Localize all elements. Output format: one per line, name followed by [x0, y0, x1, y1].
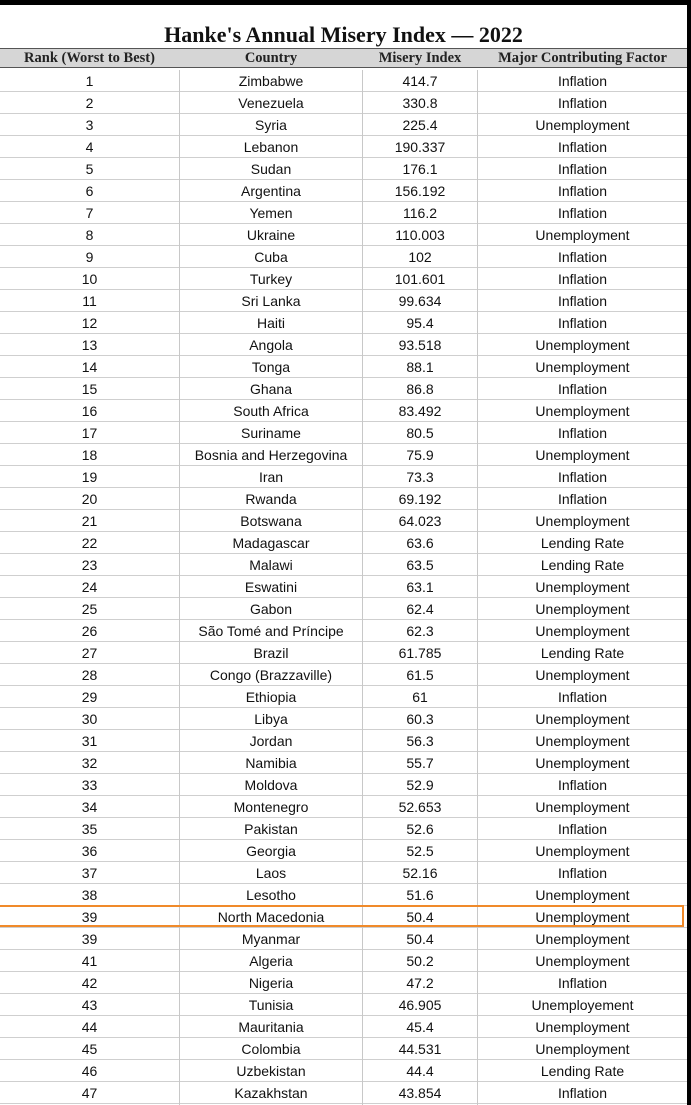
table-row[interactable]: [0, 268, 687, 290]
misery-index-cell[interactable]: 95.4: [406, 315, 434, 331]
table-row[interactable]: [0, 488, 687, 510]
misery-index-cell[interactable]: 61: [412, 689, 428, 705]
factor-cell[interactable]: Lending Rate: [540, 645, 625, 661]
table-row[interactable]: [0, 642, 687, 664]
misery-index-cell[interactable]: 116.2: [403, 205, 437, 221]
table-row[interactable]: [0, 972, 687, 994]
misery-index-cell[interactable]: 55.7: [406, 755, 434, 771]
row-gridline: [0, 553, 687, 554]
misery-index-cell[interactable]: 156.192: [394, 183, 446, 199]
row-gridline: [0, 443, 687, 444]
row-gridline: [0, 949, 687, 950]
factor-cell[interactable]: Inflation: [557, 315, 608, 331]
row-gridline: [0, 223, 687, 224]
misery-index-cell[interactable]: 69.192: [398, 491, 442, 507]
factor-cell[interactable]: Inflation: [557, 1085, 608, 1101]
column-gridline: [179, 70, 180, 1105]
factor-cell[interactable]: Unemployment: [535, 447, 630, 463]
misery-index-cell[interactable]: 45.4: [406, 1019, 434, 1035]
rank-cell[interactable]: 39: [81, 909, 98, 925]
country-cell[interactable]: Uzbekistan: [236, 1063, 306, 1079]
table-row[interactable]: [0, 664, 687, 686]
rank-cell[interactable]: 15: [81, 381, 98, 397]
factor-cell[interactable]: Inflation: [557, 975, 608, 991]
country-cell[interactable]: Cuba: [254, 249, 288, 265]
table-row[interactable]: [0, 950, 687, 972]
row-gridline: [0, 1059, 687, 1060]
factor-cell[interactable]: Unemployment: [535, 227, 630, 243]
misery-index-cell[interactable]: 93.518: [398, 337, 442, 353]
misery-index-cell[interactable]: 44.531: [398, 1041, 442, 1057]
row-gridline: [0, 333, 687, 334]
misery-index-cell[interactable]: 50.2: [406, 953, 434, 969]
row-gridline: [0, 905, 687, 906]
misery-index-cell[interactable]: 47.2: [406, 975, 434, 991]
header-major-factor[interactable]: Major Contributing Factor: [498, 50, 667, 66]
misery-index-cell[interactable]: 51.6: [406, 887, 434, 903]
country-cell[interactable]: Tonga: [251, 359, 291, 375]
country-cell[interactable]: Suriname: [241, 425, 301, 441]
country-cell[interactable]: Haiti: [256, 315, 285, 331]
rank-cell[interactable]: 18: [81, 447, 98, 463]
row-gridline: [0, 993, 687, 994]
rank-cell[interactable]: 22: [81, 535, 98, 551]
country-cell[interactable]: Yemen: [249, 205, 293, 221]
factor-cell[interactable]: Unemployment: [535, 117, 630, 133]
rank-cell[interactable]: 13: [81, 337, 98, 353]
country-cell[interactable]: Ethiopia: [245, 689, 297, 705]
rank-cell[interactable]: 19: [81, 469, 98, 485]
factor-cell[interactable]: Inflation: [557, 865, 608, 881]
rank-cell[interactable]: 16: [81, 403, 98, 419]
country-cell[interactable]: Pakistan: [244, 821, 298, 837]
row-gridline: [0, 795, 687, 796]
misery-index-cell[interactable]: 63.5: [406, 557, 434, 573]
country-cell[interactable]: Moldova: [244, 777, 298, 793]
row-gridline: [0, 157, 687, 158]
factor-cell[interactable]: Unemployment: [535, 953, 630, 969]
factor-cell[interactable]: Inflation: [557, 689, 608, 705]
row-gridline: [0, 641, 687, 642]
rank-cell[interactable]: 39: [81, 931, 98, 947]
rank-cell[interactable]: 20: [81, 491, 98, 507]
country-cell[interactable]: Nigeria: [248, 975, 294, 991]
table-row[interactable]: [0, 378, 687, 400]
rank-cell[interactable]: 41: [81, 953, 98, 969]
table-row[interactable]: [0, 840, 687, 862]
rank-cell[interactable]: 23: [81, 557, 98, 573]
misery-index-cell[interactable]: 60.3: [406, 711, 434, 727]
column-gridline: [362, 70, 363, 1105]
misery-index-cell[interactable]: 63.1: [406, 579, 434, 595]
country-cell[interactable]: Brazil: [253, 645, 289, 661]
factor-cell[interactable]: Unemployement: [531, 997, 634, 1013]
misery-index-cell[interactable]: 56.3: [406, 733, 434, 749]
rank-cell[interactable]: 28: [81, 667, 98, 683]
factor-cell[interactable]: Unemployment: [535, 755, 630, 771]
rank-cell[interactable]: 29: [81, 689, 98, 705]
country-cell[interactable]: Libya: [254, 711, 288, 727]
misery-index-cell[interactable]: 225.4: [402, 117, 438, 133]
row-gridline: [0, 531, 687, 532]
factor-cell[interactable]: Inflation: [557, 821, 608, 837]
row-gridline: [0, 355, 687, 356]
rank-cell[interactable]: 31: [81, 733, 98, 749]
rank-cell[interactable]: 6: [85, 183, 94, 199]
country-cell[interactable]: Ukraine: [246, 227, 296, 243]
factor-cell[interactable]: Unemployment: [535, 843, 630, 859]
table-row[interactable]: [0, 312, 687, 334]
row-gridline: [0, 245, 687, 246]
row-gridline: [0, 1015, 687, 1016]
misery-index-cell[interactable]: 50.4: [406, 909, 434, 925]
misery-index-cell[interactable]: 62.4: [406, 601, 434, 617]
misery-index-cell[interactable]: 50.4: [406, 931, 434, 947]
row-gridline: [0, 135, 687, 136]
factor-cell[interactable]: Inflation: [557, 139, 608, 155]
rank-cell[interactable]: 24: [81, 579, 98, 595]
factor-cell[interactable]: Inflation: [557, 293, 608, 309]
table-row[interactable]: [0, 180, 687, 202]
factor-cell[interactable]: Lending Rate: [540, 557, 625, 573]
column-gridline: [477, 70, 478, 1105]
rank-cell[interactable]: 34: [81, 799, 98, 815]
factor-cell[interactable]: Unemployment: [535, 667, 630, 683]
table-row[interactable]: [0, 114, 687, 136]
factor-cell[interactable]: Inflation: [557, 249, 608, 265]
row-gridline: [0, 201, 687, 202]
misery-index-cell[interactable]: 44.4: [406, 1063, 434, 1079]
misery-index-cell[interactable]: 52.653: [398, 799, 442, 815]
table-row[interactable]: [0, 708, 687, 730]
rank-cell[interactable]: 3: [85, 117, 94, 133]
rank-cell[interactable]: 45: [81, 1041, 98, 1057]
country-cell[interactable]: North Macedonia: [217, 909, 325, 925]
rank-cell[interactable]: 43: [81, 997, 98, 1013]
country-cell[interactable]: Montenegro: [233, 799, 309, 815]
rank-cell[interactable]: 42: [81, 975, 98, 991]
country-cell[interactable]: Malawi: [249, 557, 293, 573]
misery-index-cell[interactable]: 80.5: [406, 425, 434, 441]
factor-cell[interactable]: Inflation: [557, 271, 608, 287]
country-cell[interactable]: Eswatini: [244, 579, 298, 595]
table-row[interactable]: [0, 576, 687, 598]
table-row[interactable]: [0, 1060, 687, 1082]
misery-index-cell[interactable]: 73.3: [406, 469, 434, 485]
table-row[interactable]: [0, 796, 687, 818]
table-row[interactable]: [0, 862, 687, 884]
header-rank[interactable]: Rank (Worst to Best): [24, 50, 155, 66]
row-gridline: [0, 1081, 687, 1082]
row-gridline: [0, 91, 687, 92]
table-row[interactable]: [0, 400, 687, 422]
rank-cell[interactable]: 2: [85, 95, 94, 111]
table-row[interactable]: [0, 290, 687, 312]
misery-index-cell[interactable]: 414.7: [402, 73, 438, 89]
row-gridline: [0, 861, 687, 862]
misery-index-cell[interactable]: 46.905: [398, 997, 442, 1013]
row-gridline: [0, 267, 687, 268]
country-cell[interactable]: Zimbabwe: [238, 73, 304, 89]
factor-cell[interactable]: Unemployment: [535, 403, 630, 419]
misery-index-cell[interactable]: 99.634: [398, 293, 442, 309]
rank-cell[interactable]: 25: [81, 601, 98, 617]
country-cell[interactable]: Ghana: [249, 381, 293, 397]
rank-cell[interactable]: 9: [85, 249, 94, 265]
rank-cell[interactable]: 17: [81, 425, 98, 441]
misery-index-cell[interactable]: 102: [408, 249, 432, 265]
country-cell[interactable]: Laos: [255, 865, 287, 881]
rank-cell[interactable]: 47: [81, 1085, 98, 1101]
table-row[interactable]: [0, 136, 687, 158]
country-cell[interactable]: Kazakhstan: [234, 1085, 308, 1101]
table-row[interactable]: [0, 510, 687, 532]
misery-index-cell[interactable]: 75.9: [406, 447, 434, 463]
factor-cell[interactable]: Unemployment: [535, 1019, 630, 1035]
misery-index-cell[interactable]: 63.6: [406, 535, 434, 551]
factor-cell[interactable]: Unemployment: [535, 909, 630, 925]
table-row[interactable]: [0, 1082, 687, 1104]
rank-cell[interactable]: 4: [85, 139, 94, 155]
table-row[interactable]: [0, 752, 687, 774]
row-gridline: [0, 1103, 687, 1104]
country-cell[interactable]: Colombia: [241, 1041, 301, 1057]
factor-cell[interactable]: Inflation: [557, 469, 608, 485]
country-cell[interactable]: Madagascar: [232, 535, 310, 551]
rank-cell[interactable]: 5: [85, 161, 94, 177]
rank-cell[interactable]: 27: [81, 645, 98, 661]
rank-cell[interactable]: 11: [82, 293, 97, 309]
misery-index-cell[interactable]: 52.9: [406, 777, 434, 793]
row-gridline: [0, 575, 687, 576]
table-row[interactable]: [0, 774, 687, 796]
table-row[interactable]: [0, 466, 687, 488]
country-cell[interactable]: Namibia: [245, 755, 297, 771]
rank-cell[interactable]: 46: [81, 1063, 98, 1079]
row-gridline: [0, 751, 687, 752]
table-row[interactable]: [0, 818, 687, 840]
row-gridline: [0, 377, 687, 378]
country-cell[interactable]: Algeria: [249, 953, 293, 969]
country-cell[interactable]: Syria: [255, 117, 287, 133]
table-row[interactable]: [0, 444, 687, 466]
country-cell[interactable]: Venezuela: [238, 95, 304, 111]
misery-index-cell[interactable]: 52.5: [406, 843, 434, 859]
country-cell[interactable]: Iran: [258, 469, 284, 485]
row-gridline: [0, 971, 687, 972]
rank-cell[interactable]: 7: [85, 205, 94, 221]
table-row[interactable]: [0, 246, 687, 268]
table-row[interactable]: [0, 1038, 687, 1060]
factor-cell[interactable]: Inflation: [557, 95, 608, 111]
row-gridline: [0, 1037, 687, 1038]
row-gridline: [0, 927, 687, 928]
misery-index-cell[interactable]: 61.5: [406, 667, 434, 683]
factor-cell[interactable]: Unemployment: [535, 601, 630, 617]
country-cell[interactable]: Angola: [249, 337, 293, 353]
factor-cell[interactable]: Unemployment: [535, 711, 630, 727]
country-cell[interactable]: São Tomé and Príncipe: [198, 623, 344, 639]
row-gridline: [0, 465, 687, 466]
rank-cell[interactable]: 36: [81, 843, 98, 859]
table-row[interactable]: [0, 422, 687, 444]
country-cell[interactable]: Georgia: [246, 843, 296, 859]
country-cell[interactable]: Argentina: [241, 183, 301, 199]
table-row[interactable]: [0, 1016, 687, 1038]
table-row[interactable]: [0, 334, 687, 356]
table-row[interactable]: [0, 92, 687, 114]
rank-cell[interactable]: 10: [81, 271, 98, 287]
header-misery-index[interactable]: Misery Index: [378, 50, 462, 66]
row-gridline: [0, 817, 687, 818]
misery-index-cell[interactable]: 330.8: [402, 95, 438, 111]
misery-index-cell[interactable]: 176.1: [402, 161, 438, 177]
country-cell[interactable]: Turkey: [249, 271, 293, 287]
table-row[interactable]: [0, 686, 687, 708]
rank-cell[interactable]: 37: [81, 865, 98, 881]
misery-index-cell[interactable]: 52.6: [406, 821, 434, 837]
rank-cell[interactable]: 35: [81, 821, 98, 837]
factor-cell[interactable]: Inflation: [557, 381, 608, 397]
factor-cell[interactable]: Inflation: [557, 777, 608, 793]
factor-cell[interactable]: Inflation: [557, 183, 608, 199]
country-cell[interactable]: Congo (Brazzaville): [209, 667, 333, 683]
table-header: [0, 48, 687, 68]
factor-cell[interactable]: Unemployment: [535, 1041, 630, 1057]
factor-cell[interactable]: Inflation: [557, 491, 608, 507]
table-row[interactable]: [0, 70, 687, 92]
country-cell[interactable]: Sri Lanka: [241, 293, 301, 309]
country-cell[interactable]: Lesotho: [246, 887, 296, 903]
factor-cell[interactable]: Unemployment: [535, 733, 630, 749]
row-gridline: [0, 311, 687, 312]
factor-cell[interactable]: Inflation: [557, 73, 608, 89]
row-gridline: [0, 399, 687, 400]
country-cell[interactable]: Mauritania: [238, 1019, 304, 1035]
table-row[interactable]: [0, 554, 687, 576]
rank-cell[interactable]: 8: [85, 227, 94, 243]
country-cell[interactable]: Botswana: [240, 513, 302, 529]
rank-cell[interactable]: 26: [81, 623, 98, 639]
rank-cell[interactable]: 14: [81, 359, 98, 375]
misery-index-cell[interactable]: 64.023: [398, 513, 442, 529]
row-gridline: [0, 685, 687, 686]
row-gridline: [0, 113, 687, 114]
country-cell[interactable]: Myanmar: [241, 931, 301, 947]
factor-cell[interactable]: Inflation: [557, 205, 608, 221]
misery-index-cell[interactable]: 190.337: [394, 139, 446, 155]
factor-cell[interactable]: Lending Rate: [540, 535, 625, 551]
table-row[interactable]: [0, 906, 687, 928]
rank-cell[interactable]: 32: [81, 755, 98, 771]
country-cell[interactable]: Rwanda: [245, 491, 297, 507]
rank-cell[interactable]: 12: [81, 315, 98, 331]
table-row[interactable]: [0, 356, 687, 378]
row-gridline: [0, 729, 687, 730]
country-cell[interactable]: Tunisia: [248, 997, 294, 1013]
country-cell[interactable]: Jordan: [249, 733, 293, 749]
factor-cell[interactable]: Unemployment: [535, 359, 630, 375]
country-cell[interactable]: Sudan: [250, 161, 292, 177]
country-cell[interactable]: Lebanon: [243, 139, 299, 155]
table-row[interactable]: [0, 928, 687, 950]
rank-cell[interactable]: 30: [81, 711, 98, 727]
misery-index-cell[interactable]: 52.16: [402, 865, 438, 881]
row-gridline: [0, 839, 687, 840]
rank-cell[interactable]: 44: [81, 1019, 98, 1035]
row-gridline: [0, 179, 687, 180]
table-row[interactable]: [0, 884, 687, 906]
table-row[interactable]: [0, 730, 687, 752]
rank-cell[interactable]: 1: [85, 73, 94, 89]
misery-index-cell[interactable]: 83.492: [398, 403, 442, 419]
country-cell[interactable]: Bosnia and Herzegovina: [194, 447, 348, 463]
row-gridline: [0, 663, 687, 664]
table-row[interactable]: [0, 202, 687, 224]
header-country[interactable]: Country: [244, 50, 298, 66]
right-border: [687, 0, 691, 1105]
factor-cell[interactable]: Unemployment: [535, 799, 630, 815]
rank-cell[interactable]: 21: [81, 513, 98, 529]
factor-cell[interactable]: Inflation: [557, 425, 608, 441]
country-cell[interactable]: Gabon: [249, 601, 293, 617]
row-gridline: [0, 619, 687, 620]
row-gridline: [0, 509, 687, 510]
table-row[interactable]: [0, 224, 687, 246]
row-gridline: [0, 487, 687, 488]
factor-cell[interactable]: Unemployment: [535, 337, 630, 353]
factor-cell[interactable]: Unemployment: [535, 887, 630, 903]
row-gridline: [0, 773, 687, 774]
factor-cell[interactable]: Unemployment: [535, 513, 630, 529]
misery-index-cell[interactable]: 101.601: [394, 271, 446, 287]
misery-index-cell[interactable]: 43.854: [398, 1085, 442, 1101]
factor-cell[interactable]: Unemployment: [535, 579, 630, 595]
table-row[interactable]: [0, 158, 687, 180]
rank-cell[interactable]: 38: [81, 887, 98, 903]
factor-cell[interactable]: Unemployment: [535, 623, 630, 639]
top-border: [0, 0, 691, 5]
misery-index-cell[interactable]: 86.8: [406, 381, 434, 397]
row-gridline: [0, 421, 687, 422]
factor-cell[interactable]: Unemployment: [535, 931, 630, 947]
row-gridline: [0, 597, 687, 598]
table-title: Hanke's Annual Misery Index — 2022: [164, 22, 523, 47]
table-row[interactable]: [0, 620, 687, 642]
factor-cell[interactable]: Inflation: [557, 161, 608, 177]
country-cell[interactable]: South Africa: [233, 403, 309, 419]
misery-index-cell[interactable]: 61.785: [398, 645, 442, 661]
table-row[interactable]: [0, 532, 687, 554]
rank-cell[interactable]: 33: [81, 777, 98, 793]
table-row[interactable]: [0, 994, 687, 1016]
row-gridline: [0, 707, 687, 708]
table-row[interactable]: [0, 598, 687, 620]
misery-index-cell[interactable]: 88.1: [406, 359, 434, 375]
row-gridline: [0, 883, 687, 884]
row-gridline: [0, 289, 687, 290]
factor-cell[interactable]: Lending Rate: [540, 1063, 625, 1079]
misery-index-cell[interactable]: 62.3: [406, 623, 434, 639]
misery-index-cell[interactable]: 110.003: [395, 227, 445, 243]
